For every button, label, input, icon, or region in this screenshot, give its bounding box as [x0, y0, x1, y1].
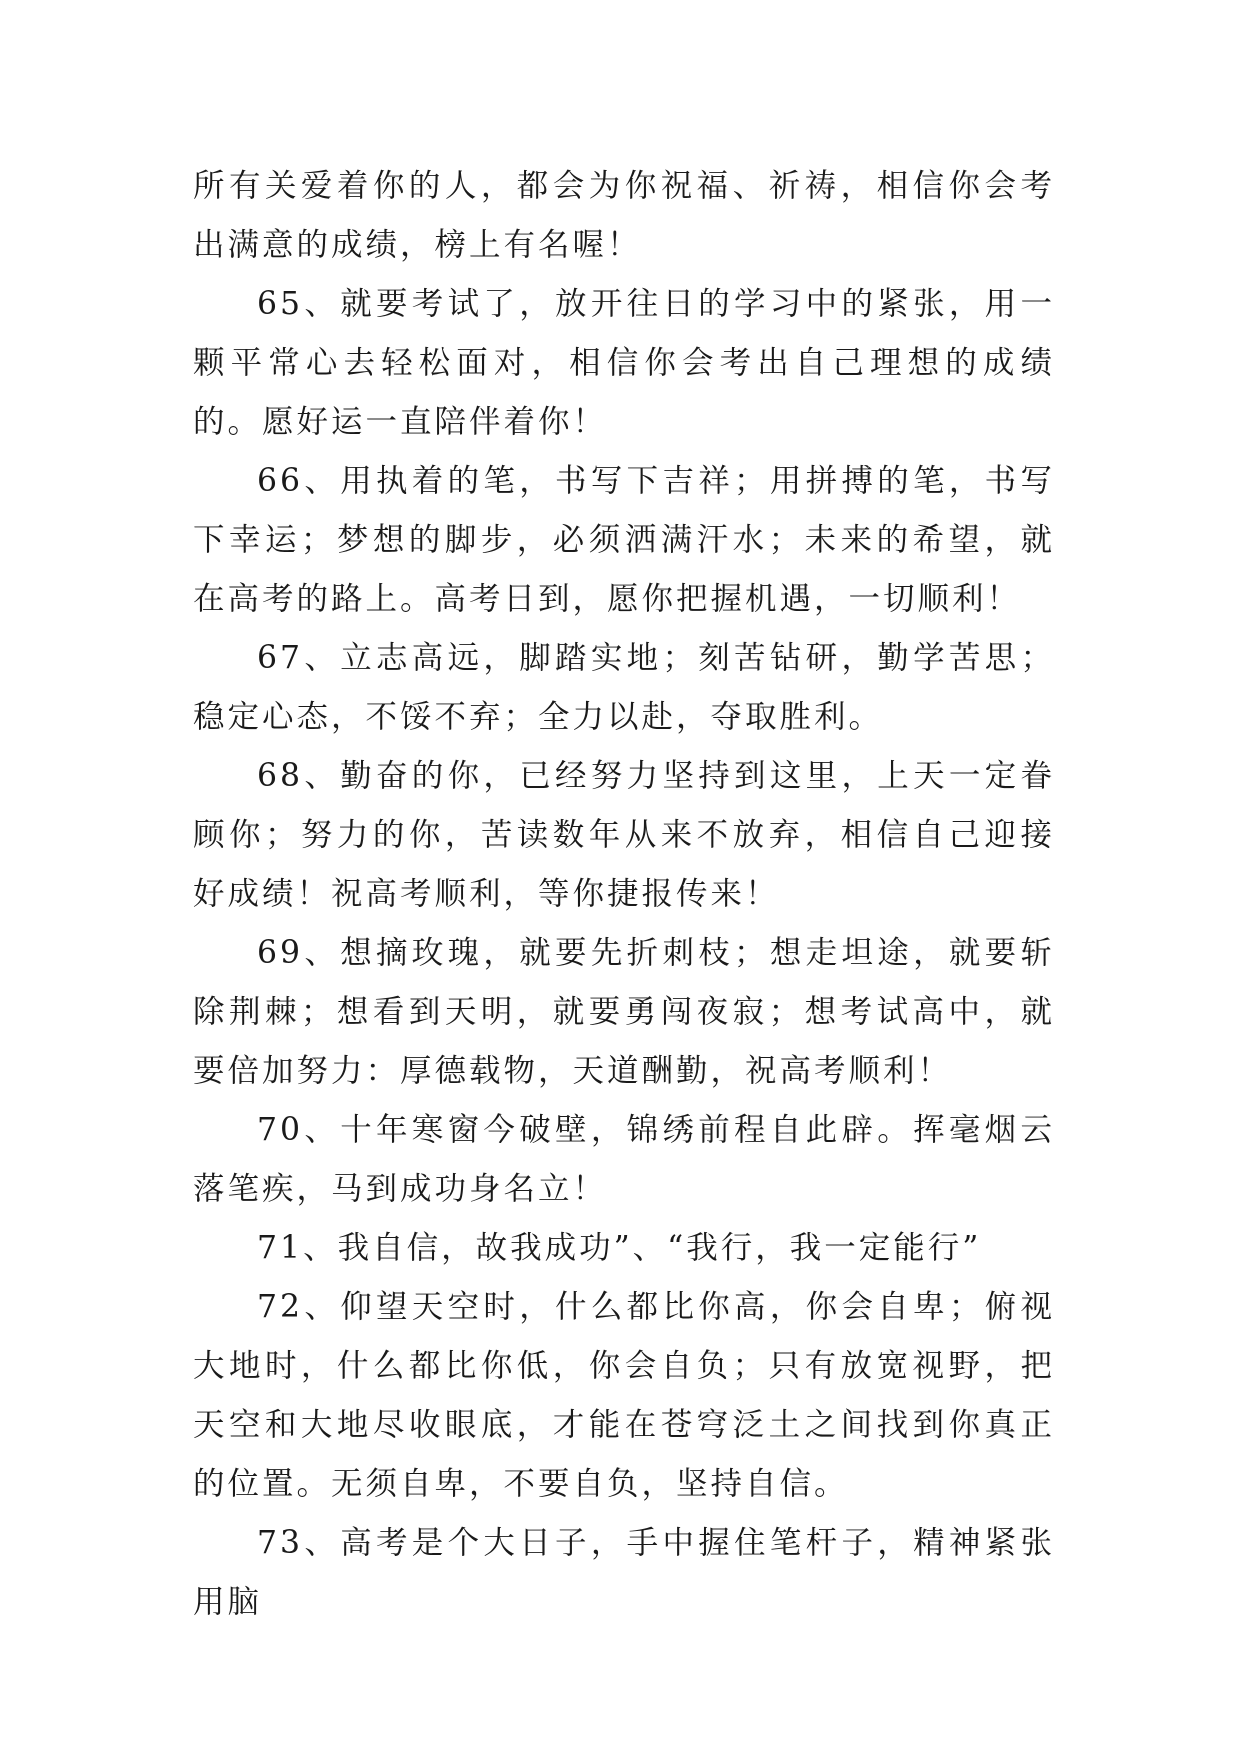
paragraph-69: 69、想摘玫瑰，就要先折刺枝；想走坦途，就要斩除荆棘；想看到天明，就要勇闯夜寂；想考试高中，就要倍加努力：厚德载物，天道酬勤，祝高考顺利！ — [193, 935, 1055, 1089]
paragraph-65: 65、就要考试了，放开往日的学习中的紧张，用一颗平常心去轻松面对，相信你会考出自己理想的成绩的。愿好运一直陪伴着你！ — [193, 286, 1055, 440]
paragraph-70: 70、十年寒窗今破壁，锦绣前程自此辟。挥毫烟云落笔疾，马到成功身名立！ — [193, 1112, 1055, 1207]
paragraph-68: 68、勤奋的你，已经努力坚持到这里，上天一定眷顾你；努力的你，苦读数年从来不放弃，相信自己迎接好成绩！祝高考顺利，等你捷报传来！ — [193, 758, 1055, 912]
paragraph-67: 67、立志高远，脚踏实地；刻苦钻研，勤学苦思；稳定心态，不馁不弃；全力以赴，夺取胜利。 — [193, 640, 1055, 735]
paragraph-continuation: 所有关爱着你的人，都会为你祝福、祈祷，相信你会考出满意的成绩，榜上有名喔！ — [193, 168, 1055, 263]
paragraph-73: 73、高考是个大日子，手中握住笔杆子，精神紧张用脑 — [193, 1525, 1055, 1620]
paragraph-66: 66、用执着的笔，书写下吉祥；用拼搏的笔，书写下幸运；梦想的脚步，必须洒满汗水；未来的希望，就在高考的路上。高考日到，愿你把握机遇，一切顺利！ — [193, 463, 1055, 617]
paragraph-72: 72、仰望天空时，什么都比你高，你会自卑；俯视大地时，什么都比你低，你会自负；只有放宽视野，把天空和大地尽收眼底，才能在苍穹泛土之间找到你真正的位置。无须自卑，不要自负，坚持自信。 — [193, 1289, 1055, 1502]
paragraph-71: 71、我自信，故我成功”、“我行，我一定能行” — [257, 1230, 982, 1266]
document-body — [193, 157, 1055, 1632]
